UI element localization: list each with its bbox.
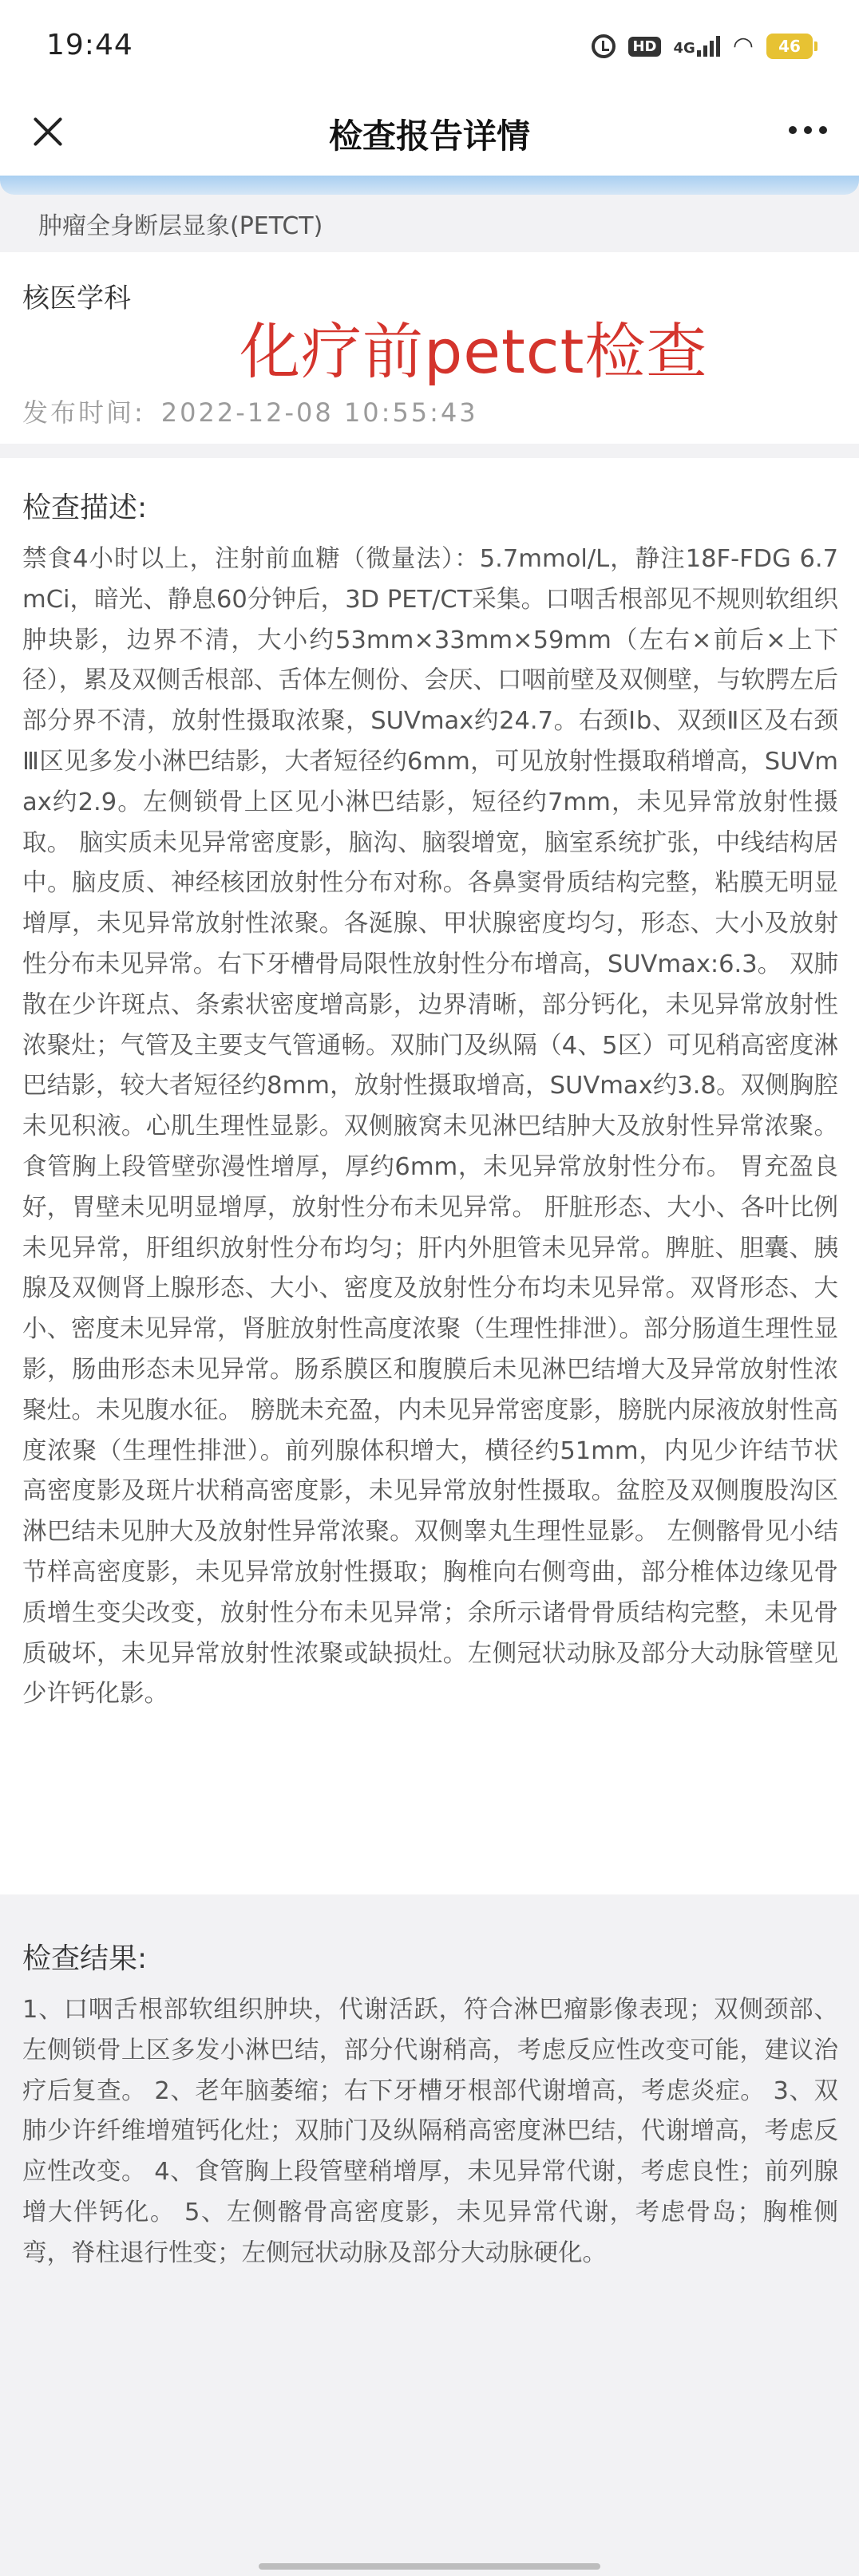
exam-type-label: 肿瘤全身断层显象(PETCT) [38,212,323,240]
status-time: 19:44 [46,29,133,61]
handwritten-note: 化疗前petct检查 [239,316,708,387]
description-title: 检查描述: [22,492,148,524]
publish-time-label: 发布时间: [22,397,145,428]
header-accent-strip [0,176,859,195]
status-icons [592,30,813,62]
signal-bars-icon [697,36,720,57]
more-options-icon[interactable] [789,126,827,134]
wifi-icon: ◠ [732,32,754,60]
report-body-card [0,458,859,2267]
cellular-signal-icon [674,36,720,57]
department-name: 核医学科 [22,282,131,314]
navigation-bar [0,88,859,176]
result-text: 1、口咽舌根部软组织肿块，代谢活跃，符合淋巴瘤影像表现；双侧颈部、左侧锁骨上区多发小淋巴结，部分代谢稍高，考虑反应性改变可能，建议治疗后复查。 2、老年脑萎缩；右下牙槽牙根部代谢增高，考虑炎症。 3、双肺少许纤维增殖钙化灶；双肺门及纵隔稍高密度淋巴结，代谢增高，考虑反应性改变。 4、食管胸上段管壁稍增厚，未见异常代谢，考虑良性；前列腺增大伴钙化。 5、左侧髂骨高密度影，未见异常代谢，考虑骨岛；胸椎侧弯，脊柱退行性变；左侧冠状动脉及部分大动脉硬化。 [22,1996,838,2267]
alarm-icon [592,34,616,58]
description-text: 禁食4小时以上，注射前血糖（微量法）：5.7mmol/L，静注18F-FDG 6.7mCi，暗光、静息60分钟后，3D PET/CT采集。口咽舌根部见不规则软组织肿块影，边界不清，大小约53mm×33mm×59mm（左右×前后×上下径），累及双侧舌根部、舌体左侧份、会厌、口咽前壁及双侧壁，与软腭左后部分界不清，放射性摄取浓聚，SUVmax约24.7。右颈Ⅰb、双颈Ⅱ区及右颈Ⅲ区见多发小淋巴结影，大者短径约6mm，可见放射性摄取稍增高，SUVmax约2.9。左侧锁骨上区见小淋巴结影，短径约7mm，未见异常放射性摄取。 脑实质未见异常密度影，脑沟、脑裂增宽，脑室系统扩张，中线结构居中。脑皮质、神经核团放射性分布对称。各鼻窦骨质结构完整，粘膜无明显增厚，未见异常放射性浓聚。各涎腺、甲状腺密度均匀，形态、大小及放射性分布未见异常。右下牙槽骨局限性放射性分布增高，SUVmax:6.3。 双肺散在少许斑点、条索状密度增高影，边界清晰，部分钙化，未见异常放射性浓聚灶；气管及主要支气管通畅。双肺门及纵隔（4、5区）可见稍高密度淋巴结影，较大者短径约8mm，放射性摄取增高，SUVmax约3.8。双侧胸腔未见积液。心肌生理性显影。双侧腋窝未见淋巴结肿大及放射性异常浓聚。 食管胸上段管壁弥漫性增厚，厚约6mm，未见异常放射性分布。 胃充盈良好，胃壁未见明显增厚，放射性分布未见异常。 肝脏形态、大小、各叶比例未见异常，肝组织放射性分布均匀；肝内外胆管未见异常。脾脏、胆囊、胰腺及双侧肾上腺形态、大小、密度及放射性分布均未见异常。双肾形态、大小、密度未见异常，肾脏放射性高度浓聚（生理性排泄）。部分肠道生理性显影，肠曲形态未见异常。肠系膜区和腹膜后未见淋巴结增大及异常放射性浓聚灶。未见腹水征。 膀胱未充盈，内未见异常密度影，膀胱内尿液放射性高度浓聚（生理性排泄）。前列腺体积增大，横径约51mm，内见少许结节状高密度影及斑片状稍高密度影，未见异常放射性摄取。盆腔及双侧腹股沟区淋巴结未见肿大及放射性异常浓聚。双侧睾丸生理性显影。 左侧髂骨见小结节样高密度影，未见异常放射性摄取；胸椎向右侧弯曲，部分椎体边缘见骨质增生变尖改变，放射性分布未见异常；余所示诸骨骨质结构完整，未见骨质破坏，未见异常放射性浓聚或缺损灶。左侧冠状动脉及部分大动脉管壁见少许钙化影。 [22,545,838,1709]
battery-level: 46 [778,37,801,56]
battery-icon [766,34,813,59]
page-title: 检查报告详情 [328,117,530,156]
home-indicator[interactable] [259,2563,600,2570]
result-title: 检查结果: [22,1942,148,1975]
hd-badge: HD [628,37,660,57]
status-bar [0,0,859,88]
report-info-card [0,252,859,444]
publish-time-row [22,393,478,429]
publish-time-value: 2022-12-08 10:55:43 [160,397,478,428]
network-type: 4G [673,40,695,57]
